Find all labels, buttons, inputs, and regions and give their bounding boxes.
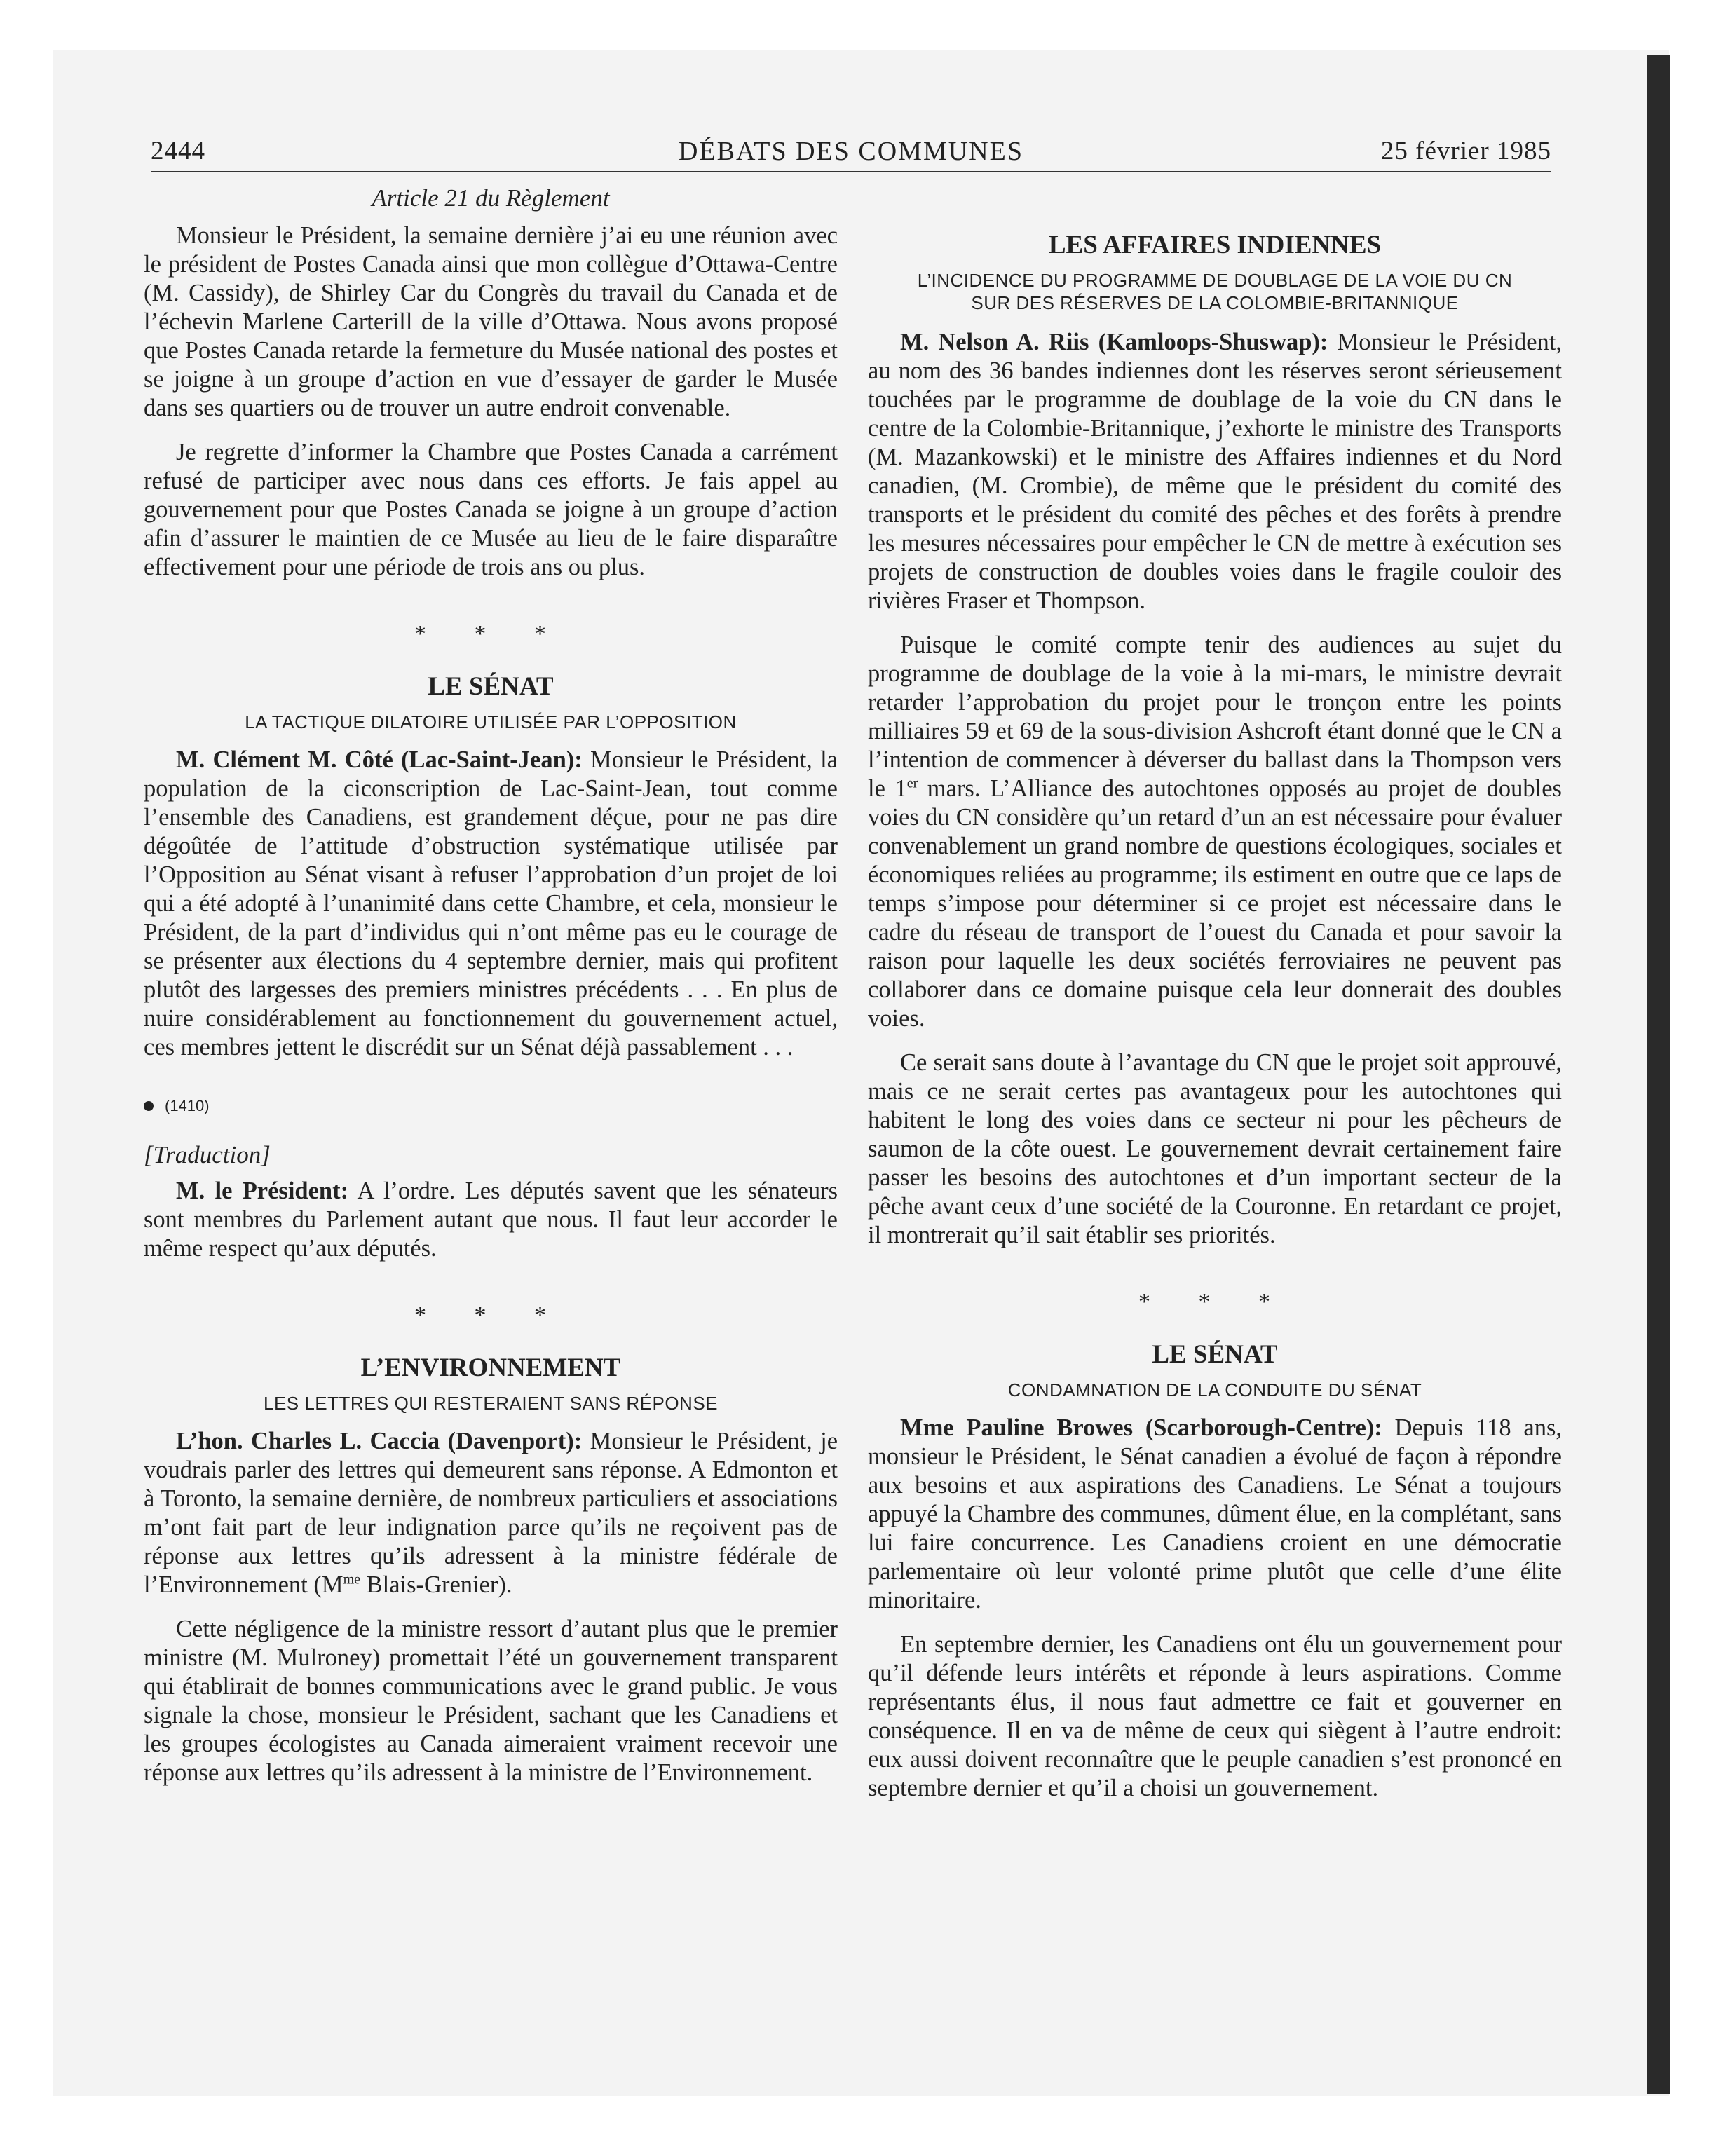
section-title: LES AFFAIRES INDIENNES: [1048, 231, 1382, 259]
paragraph: Ce serait sans doute à l’avantage du CN que le projet soit approuvé, mais ce ne serait certes pas avantageux pour les autochtones qui habitent le long des voies dans ce secteur ni pour les pêcheurs de saumon de la côte ouest. Le gouvernement devrait certainement faire passer les besoins des autochtones et d’un important secteur de la pêche avant ceux d’une société de la Couronne. En retardant ce projet, il montrerait qu’il sait établir ses priorités.: [868, 1049, 1562, 1248]
section-title: LE SÉNAT: [428, 672, 554, 701]
scan-edge-shadow: [1647, 55, 1670, 2094]
speech-text: Monsieur le Président, je voudrais parler des lettres qui demeurent sans réponse. A Edmonton et à Toronto, la semaine dernière, de nombreux particuliers et associations m’ont fait part de leur indignation parce qu’ils ne reçoivent pas de réponse aux lettres qu’ils adressent à la ministre fédérale de l’Environnement (M: [144, 1428, 838, 1598]
paragraph-text: Puisque le comité compte tenir des audiences au sujet du programme de doublage de la voie à la mi-mars, le ministre devrait retarder l’approbation du projet pour le tronçon entre les points milliaires 59 et 69 de la sous-division Ashcroft étant donné que le CN a l’intention de commencer à déverser du ballast dans la Thompson vers le 1: [868, 632, 1562, 802]
paragraph: Monsieur le Président, la semaine dernière j’ai eu une réunion avec le président de Postes Canada ainsi que mon collègue d’Ottawa-Centre (M. Cassidy), de Shirley Car du Congrès du travail du Canada et de l’échevin Marlene Carterill de la ville d’Ottawa. Nous avons proposé que Postes Canada retarde la fermeture du Musée national des postes et se joigne à un groupe d’action en vue d’essayer de garder le Musée dans ses quartiers ou de trouver un autre endroit convenable.: [144, 222, 838, 421]
subtitle-line: SUR DES RÉSERVES DE LA COLOMBIE-BRITANNIQUE: [971, 292, 1459, 313]
paragraph: Je regrette d’informer la Chambre que Postes Canada a carrément refusé de participer avec nous dans ces efforts. Je fais appel au gouvernement pour que Postes Canada se joigne à un groupe d’action afin d’assurer le maintien de ce Musée au lieu de le faire disparaître effectivement pour une période de trois ans ou plus.: [144, 439, 838, 580]
paragraph: Cette négligence de la ministre ressort d’autant plus que le premier ministre (M. Mulroney) promettait l’été un gouvernement transparent qui établirait de bonnes communications avec le grand public. Je vous signale la chose, monsieur le Président, sachant que les Canadiens et les groupes écologistes au Canada aimeraient vraiment recevoir une réponse aux lettres qu’ils adressent à la ministre de l’Environnement.: [144, 1616, 838, 1786]
paragraph-text: mars. L’Alliance des autochtones opposés au projet de doubles voies du CN considère qu’un retard d’un an est nécessaire pour évaluer convenablement un grand nombre de questions écologiques, sociales et économiques reliées au programme; ils estiment en outre que ce laps de temps s’impose pour déterminer si ce projet est nécessaire dans le cadre du réseau de transport de l’ouest du Canada et pour savoir la raison pour laquelle les deux sociétés ferroviaires ne peuvent pas collaborer dans ce domaine puisque cela leur donnerait des doubles voies.: [868, 775, 1562, 1032]
page-date: 25 février 1985: [1380, 137, 1551, 165]
section-subtitle: LA TACTIQUE DILATOIRE UTILISÉE PAR L’OPPOSITION: [245, 711, 737, 732]
speaker-name: M. Clément M. Côté (Lac-Saint-Jean):: [176, 746, 583, 773]
section-title: L’ENVIRONNEMENT: [360, 1353, 621, 1382]
paragraph: En septembre dernier, les Canadiens ont élu un gouvernement pour qu’il défende leurs intérêts et réponde à leurs aspirations. Comme représentants élus, il nous faut admettre ce fait et gouverner en conséquence. Il en va de même de ceux qui siègent à l’autre endroit: eux aussi doivent reconnaître que le peuple canadien s’est prononcé en septembre dernier et qu’il a choisi un gouvernement.: [868, 1631, 1562, 1801]
section-subtitle: LES LETTRES QUI RESTERAIENT SANS RÉPONSE: [263, 1393, 718, 1414]
superscript: er: [906, 775, 918, 791]
publication-title: DÉBATS DES COMMUNES: [679, 137, 1023, 166]
speech-paragraph: [868, 1414, 1562, 1615]
page-number: 2444: [151, 137, 205, 165]
bullet-icon: [144, 1101, 154, 1111]
section-separator: * * *: [414, 621, 567, 647]
speech-text: Monsieur le Président, au nom des 36 bandes indiennes dont les réserves seront sérieusement touchées par le programme de doublage de la voie du CN dans le centre de la Colombie-Britannique, j’exhorte le ministre des Transports (M. Mazankowski) et le ministre des Affaires indiennes et du Nord canadien, (M. Crombie), de même que le président du comité des transports et le président du comité des pêches et des forêts à prendre les mesures nécessaires pour empêcher le CN de mettre à exécution ses projets de construction de doubles voies dans le fragile couloir des rivières Fraser et Thompson.: [868, 329, 1562, 614]
speech-paragraph: [144, 1427, 838, 1599]
section-separator: * * *: [1138, 1289, 1291, 1315]
section-separator: * * *: [414, 1302, 567, 1328]
speaker-name: M. Nelson A. Riis (Kamloops-Shuswap):: [900, 329, 1328, 355]
speaker-name: M. le Président:: [176, 1178, 349, 1204]
subtitle-line: L’INCIDENCE DU PROGRAMME DE DOUBLAGE DE LA VOIE DU CN: [917, 270, 1513, 291]
speech-text: Blais-Grenier).: [360, 1571, 512, 1598]
speech-text: Monsieur le Président, la population de la ciconscription de Lac-Saint-Jean, tout comme l’ensemble des Canadiens, est grandement déçue, pour ne pas dire dégoûtée de l’attitude d’obstruction systématique utilisée par l’Opposition au Sénat visant à refuser l’approbation d’un projet de loi qui a été adopté à l’unanimité dans cette Chambre, et cela, monsieur le Président, de la part d’individus qui n’ont même pas eu le courage de se présenter aux élections du 4 septembre dernier, mais qui profitent plutôt des largesses des premiers ministres précédents . . . En plus de nuire considérablement au fonctionnement du gouvernement actuel, ces membres jettent le discrédit sur un Sénat déjà passablement . . .: [144, 746, 838, 1060]
superscript: me: [343, 1571, 360, 1588]
section-title: LE SÉNAT: [1152, 1340, 1278, 1369]
speech-text: Depuis 118 ans, monsieur le Président, le Sénat canadien a évolué de façon à répondre aux besoins et aux aspirations des Canadiens. Le Sénat a toujours appuyé la Chambre des communes, dûment élue, en la complétant, sans lui faire concurrence. Les Canadiens croient en une démocratie parlementaire où leur volonté prime plutôt que celle d’une élite minoritaire.: [868, 1414, 1562, 1613]
timestamp: [144, 1097, 838, 1115]
page-header: [151, 130, 1551, 172]
section-subtitle: [868, 269, 1562, 314]
section-subtitle: CONDAMNATION DE LA CONDUITE DU SÉNAT: [1007, 1379, 1422, 1400]
left-column: [144, 184, 838, 1787]
paragraph: [868, 631, 1562, 1033]
right-column: [868, 184, 1562, 1803]
speech-paragraph: [144, 746, 838, 1062]
timestamp-text: (1410): [165, 1097, 210, 1114]
translation-note: [Traduction]: [144, 1141, 271, 1168]
speaker-name: Mme Pauline Browes (Scarborough-Centre):: [900, 1414, 1382, 1441]
article-title: Article 21 du Règlement: [372, 184, 610, 212]
speech-paragraph: [144, 1177, 838, 1263]
speech-paragraph: [868, 328, 1562, 615]
speaker-name: L’hon. Charles L. Caccia (Davenport):: [176, 1428, 583, 1454]
speech-text: A l’ordre. Les députés savent que les sénateurs sont membres du Parlement autant que nous. Il faut leur accorder le même respect qu’aux députés.: [144, 1178, 838, 1262]
